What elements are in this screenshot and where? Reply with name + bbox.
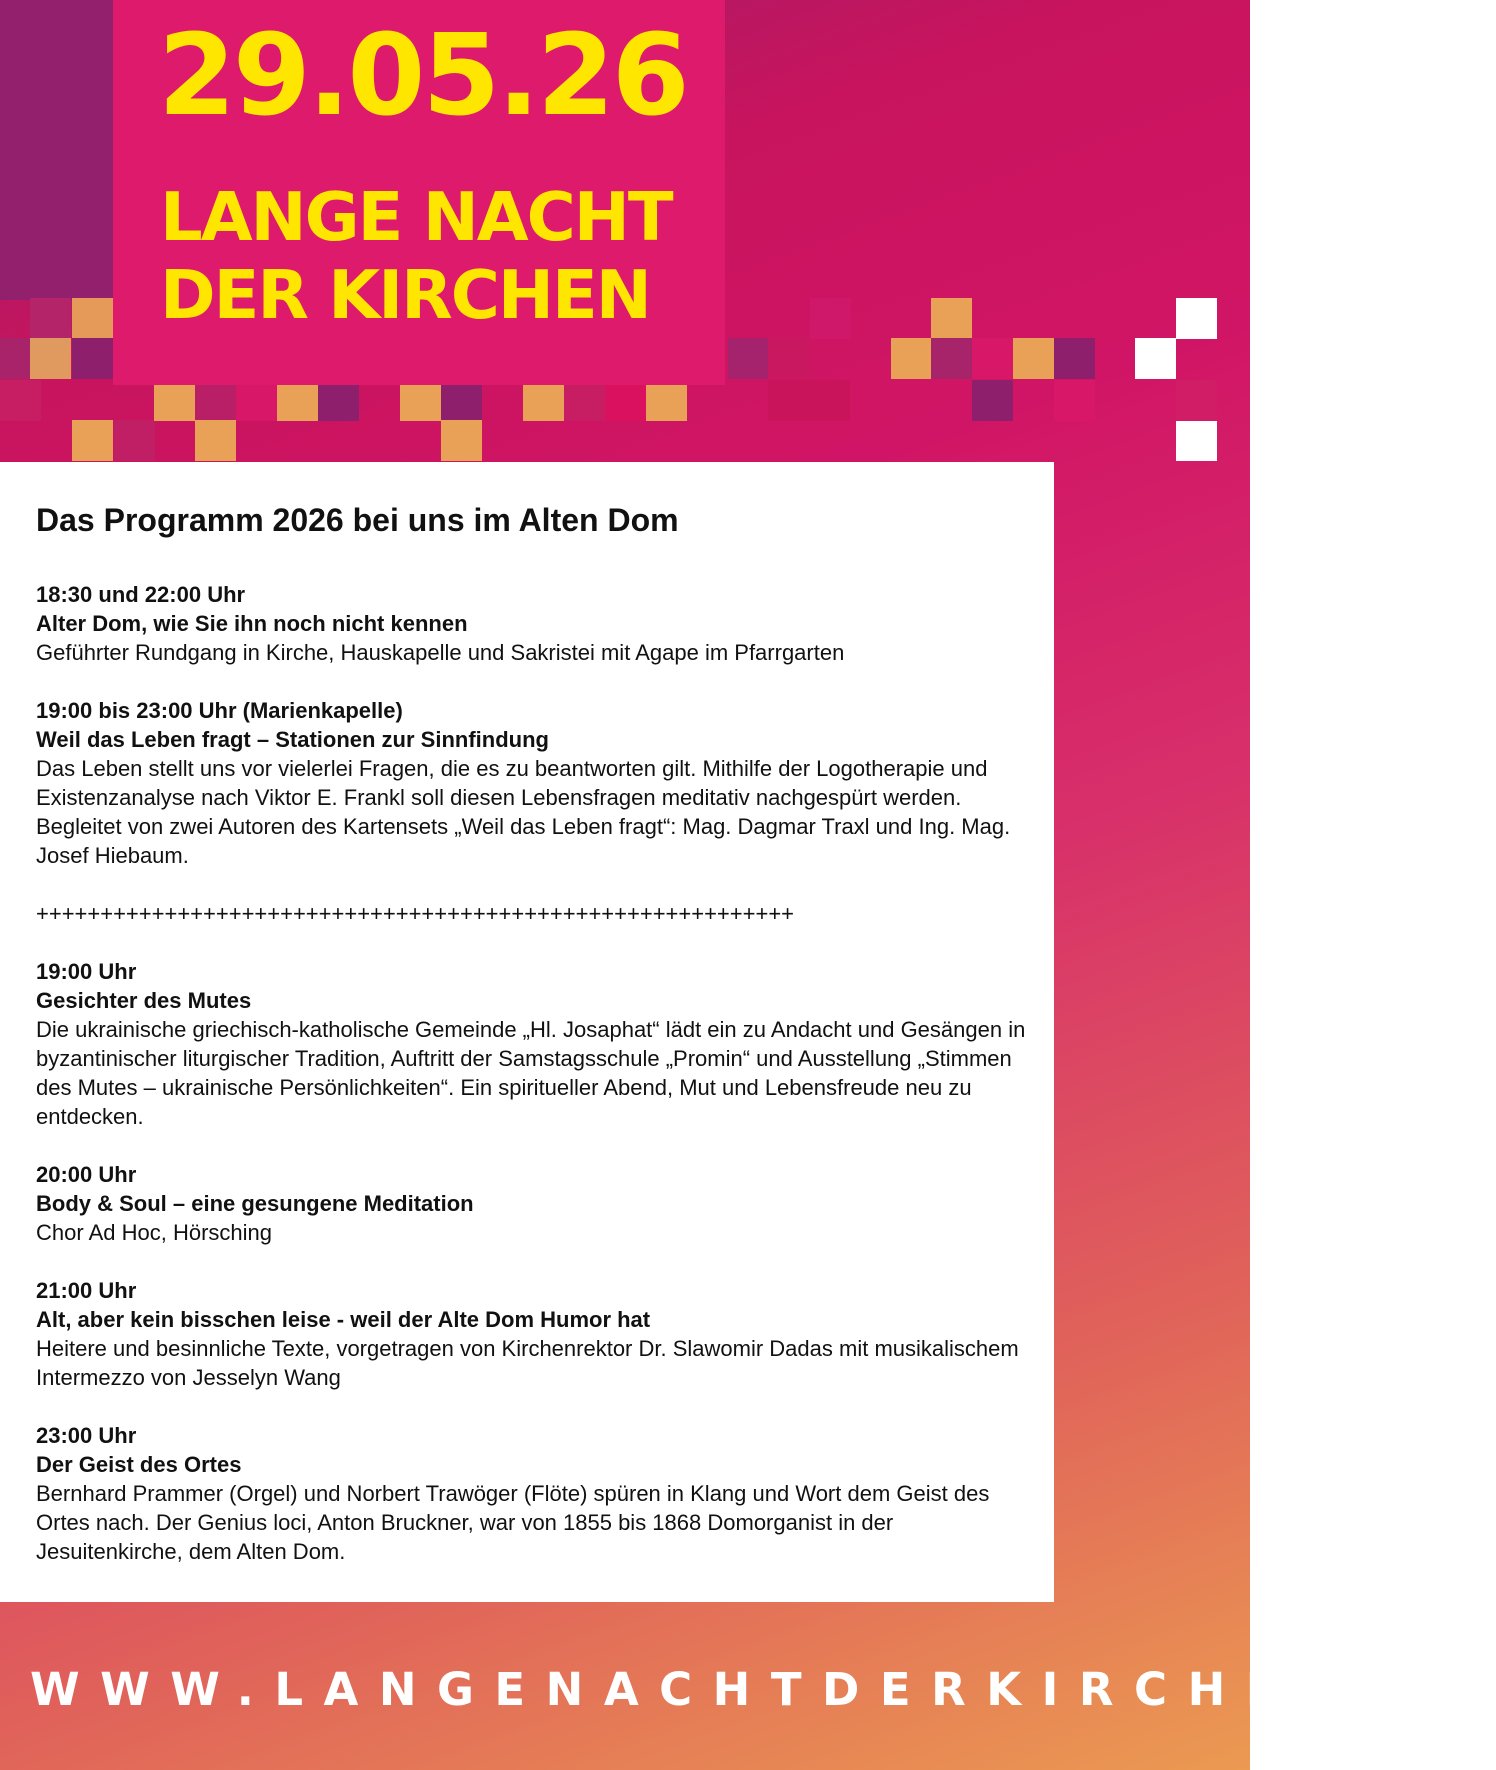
pixel-tile bbox=[441, 420, 482, 461]
pixel-tile bbox=[195, 420, 236, 461]
pixel-tile bbox=[72, 420, 113, 461]
pixel-tile bbox=[318, 380, 359, 421]
pixel-tile bbox=[768, 338, 809, 379]
program-item-time: 23:00 Uhr bbox=[36, 1423, 137, 1448]
pixel-tile bbox=[972, 380, 1013, 421]
program-item-time: 20:00 Uhr bbox=[36, 1162, 137, 1187]
event-date: 29.05.26 bbox=[158, 11, 687, 141]
program-item-title: Gesichter des Mutes bbox=[36, 988, 252, 1013]
pixel-tile bbox=[810, 298, 851, 339]
title-box bbox=[113, 0, 725, 385]
pixel-tile bbox=[1176, 298, 1217, 339]
pixel-tile bbox=[72, 338, 113, 379]
program-item-description: Bernhard Prammer (Orgel) und Norbert Trawöger (Flöte) spüren in Klang und Wort dem Geist des Ortes nach. Der Genius loci, Anton Bruckner, war von 1855 bis 1868 Domorganist in der Jesuitenkirche, dem Alten Dom. bbox=[36, 1481, 990, 1564]
program-item bbox=[36, 1421, 1036, 1566]
pixel-tile bbox=[1054, 338, 1095, 379]
program-item-description: Das Leben stellt uns vor vielerlei Fragen, die es zu beantworten gilt. Mithilfe der Logotherapie und Existenzanalyse nach Viktor E. Frankl soll diesen Lebensfragen meditativ nachgespürt werden. Begleitet von zwei Autoren des Kartensets „Weil das Leben fragt“: Mag. Dagmar Traxl und Ing. Mag. Josef Hiebaum. bbox=[36, 756, 1011, 868]
program-item-title: Weil das Leben fragt – Stationen zur Sinnfindung bbox=[36, 727, 549, 752]
program-list bbox=[36, 580, 1036, 1595]
pixel-tile bbox=[30, 298, 71, 339]
program-item-time: 21:00 Uhr bbox=[36, 1278, 137, 1303]
pixel-tile bbox=[1135, 338, 1176, 379]
event-title-line: DER KIRCHEN bbox=[160, 256, 650, 334]
pixel-tile bbox=[564, 380, 605, 421]
pixel-tile bbox=[523, 380, 564, 421]
pixel-tile bbox=[114, 420, 155, 461]
pixel-tile bbox=[972, 338, 1013, 379]
program-item-time: 19:00 bis 23:00 Uhr (Marienkapelle) bbox=[36, 698, 403, 723]
pixel-tile bbox=[728, 338, 769, 379]
program-item-title: Body & Soul – eine gesungene Meditation bbox=[36, 1191, 474, 1216]
separator-line: +++++++++++++++++++++++++++++++++++++++++++++++++++++++++++ bbox=[36, 901, 795, 926]
program-item bbox=[36, 1276, 1036, 1392]
program-item-title: Alter Dom, wie Sie ihn noch nicht kennen bbox=[36, 611, 468, 636]
pixel-tile bbox=[768, 380, 850, 421]
program-item-description: Heitere und besinnliche Texte, vorgetragen von Kirchenrektor Dr. Slawomir Dadas mit musikalischem Intermezzo von Jesselyn Wang bbox=[36, 1336, 1019, 1390]
program-panel bbox=[0, 462, 1054, 1602]
program-item bbox=[36, 580, 1036, 667]
pixel-tile bbox=[400, 380, 441, 421]
event-title-line: LANGE NACHT bbox=[160, 178, 672, 256]
pixel-tile bbox=[646, 380, 687, 421]
pixel-tile bbox=[154, 380, 195, 421]
pixel-tile bbox=[236, 380, 277, 421]
event-title bbox=[160, 178, 672, 334]
pixel-tile bbox=[441, 380, 482, 421]
pixel-tile bbox=[1054, 380, 1095, 421]
pixel-block bbox=[0, 0, 113, 300]
pixel-tile bbox=[605, 380, 646, 421]
pixel-tile bbox=[277, 380, 318, 421]
program-item-time: 19:00 Uhr bbox=[36, 959, 137, 984]
pixel-tile bbox=[931, 338, 972, 379]
program-item-title: Alt, aber kein bisschen leise - weil der Alte Dom Humor hat bbox=[36, 1307, 651, 1332]
pixel-tile bbox=[931, 298, 972, 339]
pixel-tile bbox=[1013, 338, 1054, 379]
program-item bbox=[36, 696, 1036, 870]
pixel-tile bbox=[1176, 420, 1217, 461]
pixel-tile bbox=[72, 298, 113, 339]
program-heading: Das Programm 2026 bei uns im Alten Dom bbox=[36, 502, 679, 538]
pixel-tile bbox=[1176, 380, 1217, 421]
program-item bbox=[36, 1160, 1036, 1247]
program-item-description: Geführter Rundgang in Kirche, Hauskapelle und Sakristei mit Agape im Pfarrgarten bbox=[36, 640, 845, 665]
program-item-title: Der Geist des Ortes bbox=[36, 1452, 242, 1477]
program-item bbox=[36, 957, 1036, 1131]
program-item-description: Die ukrainische griechisch-katholische Gemeinde „Hl. Josaphat“ lädt ein zu Andacht und Gesängen in byzantinischer liturgischer Tradition, Auftritt der Samstagsschule „Promin“ und Ausstellung „Stimmen des Mutes – ukrainische Persönlichkeiten“. Ein spiritueller Abend, Mut und Lebensfreude neu zu entdecken. bbox=[36, 1017, 1026, 1129]
program-item-time: 18:30 und 22:00 Uhr bbox=[36, 582, 246, 607]
pixel-tile bbox=[195, 380, 236, 421]
website-url[interactable]: WWW.LANGENACHTDERKIRCHEN.AT bbox=[30, 1663, 1496, 1716]
pixel-tile bbox=[891, 338, 932, 379]
pixel-tile bbox=[0, 380, 41, 421]
pixel-tile bbox=[30, 338, 71, 379]
program-item-description: Chor Ad Hoc, Hörsching bbox=[36, 1220, 272, 1245]
